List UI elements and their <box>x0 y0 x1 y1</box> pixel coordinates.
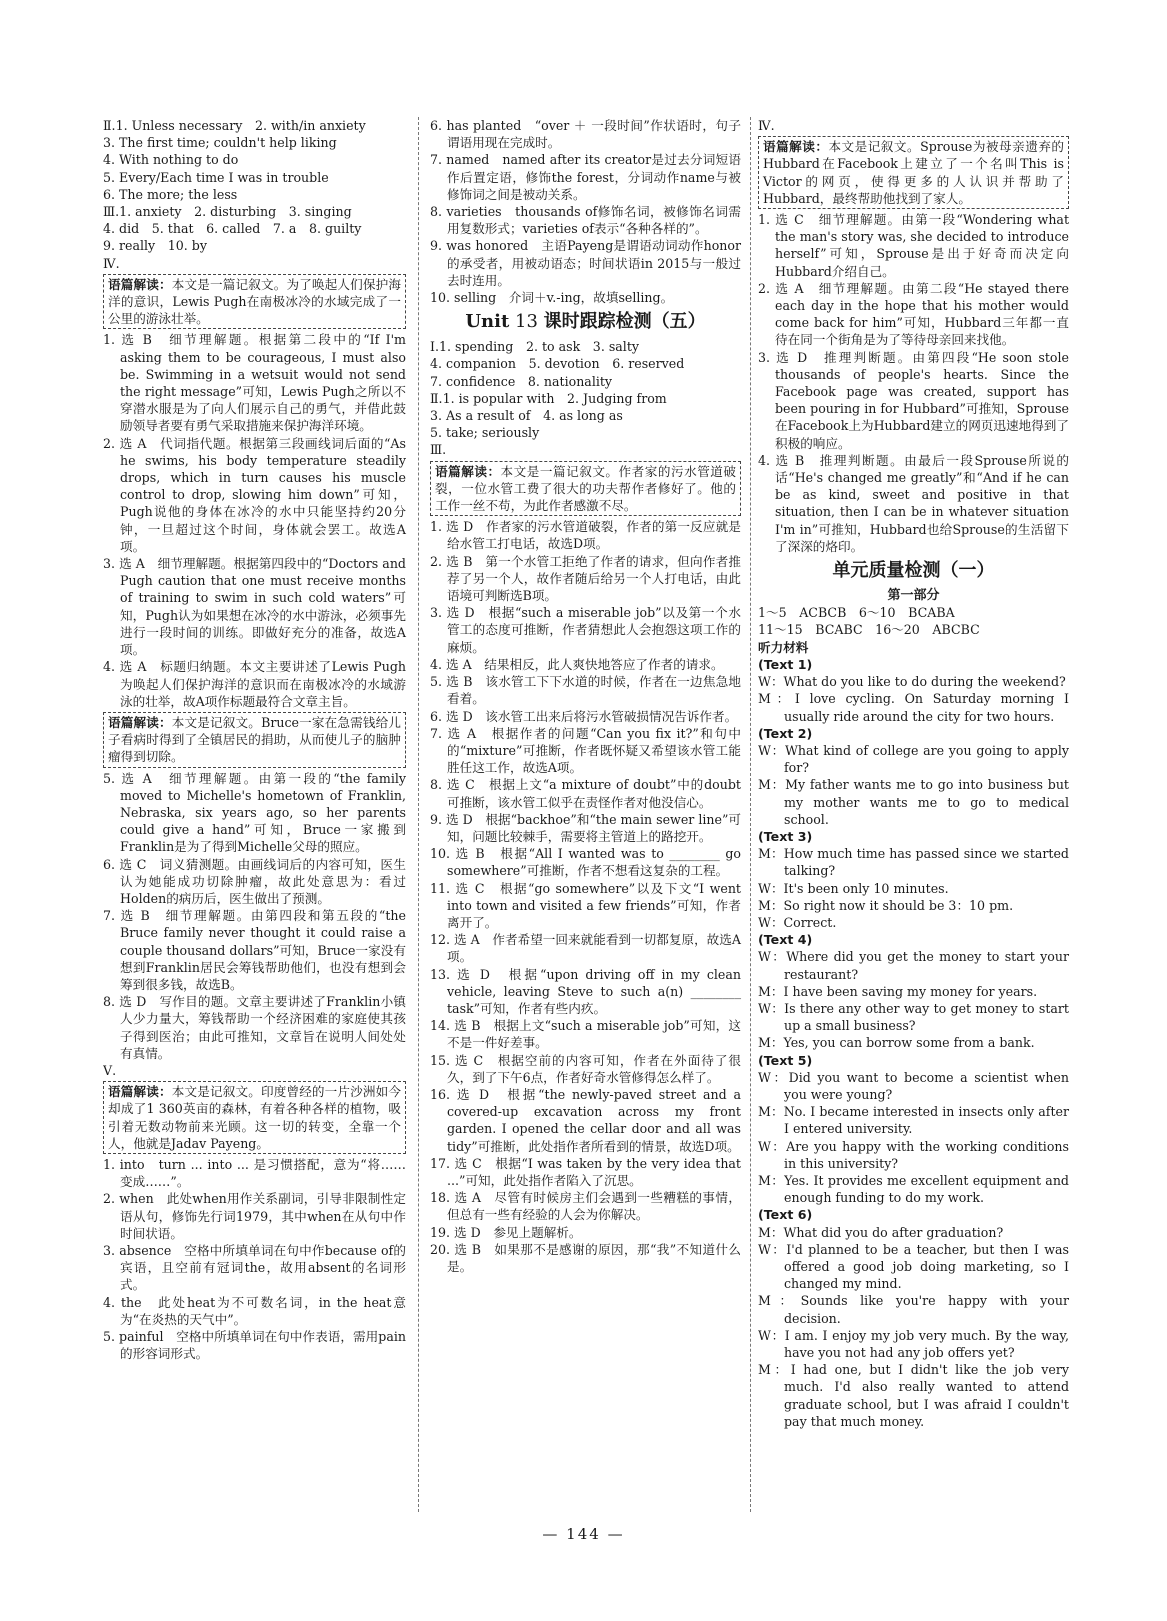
answer-line: 7. confidence 8. nationality <box>430 373 613 389</box>
section-marker-v: Ⅴ. <box>103 1062 117 1078</box>
answers-section-ii <box>103 117 406 203</box>
transcript-label: (Text 3) <box>758 828 813 844</box>
passage-summary-text: 本文是记叙文。Sprouse为被母亲遗弃的Hubbard在Facebook上建立了一个名叫This is Victor的网页，使得更多的人认识并帮助了Hubbard，最终帮助他找到了家人。 <box>763 139 1065 206</box>
answer-item: 2. 选 A 细节理解题。由第二段“He stayed there each day in the hope that his mother would come back for him”可知，Hubbard三年都一直待在同一个街角是为了等待母亲回来找他。 <box>758 280 1069 348</box>
answer-line: 5. Every/Each time I was in trouble <box>103 169 329 185</box>
answer-item: 8. 选 C 根据上文“a mixture of doubt”中的doubt可推断，该水管工似乎在责怪作者对他没信心。 <box>430 777 741 810</box>
dialogue-line: M：I have been saving my money for years. <box>758 983 1038 999</box>
answer-item: 10. selling 介词＋v.-ing，故填selling。 <box>430 290 674 306</box>
dialogue-line: W：Are you happy with the working conditions in this university? <box>758 1138 1069 1171</box>
dialogue-line: M：Yes. It provides me excellent equipment and enough funding to do my work. <box>758 1172 1069 1206</box>
answer-item: 7. 选 A 根据作者的问题“Can you fix it?”和句中的“mixture”可推断，作者既怀疑又希望该水管工能胜任这工作，故选A项。 <box>430 725 741 776</box>
passage-summary-box <box>103 1081 406 1154</box>
unit-title: 课时跟踪检测（五） <box>543 311 706 333</box>
answer-line: 4. did 5. that 6. called 7. a 8. guilty <box>103 221 362 237</box>
answer-line: 3. The first time; couldn't help liking <box>103 135 337 151</box>
passage-summary-box <box>430 461 741 517</box>
answer-line: 9. really 10. by <box>103 238 207 254</box>
answer-line: 3. As a result of 4. as long as <box>430 408 623 424</box>
answer-item: 3. 选 D 推理判断题。由第四段“He soon stole thousands of people's hearts. Since the Facebook page was created, support has been pouring in for Hubbard”可推知，Sprouse在Facebook上为Hubbard建立的网页迅速地得到了积极的响应。 <box>758 349 1069 451</box>
answer-item: 3. 选 D 根据“such a miserable job”以及第一个水管工的态度可推断，作者猜想此人会抱怨这项工作的麻烦。 <box>430 605 741 655</box>
answer-item: 10. 选 B 根据“All I wanted was to ________ go somewhere”可推断，作者不想看这复杂的工程。 <box>430 846 741 879</box>
answer-item: 1. 选 B 细节理解题。根据第二段中的“If I'm asking them to be courageous, I must also be. Swimming in a wetsuit would not send the right message”可知，Lewis Pugh之所以不穿潜水服是为了向人们展示自己的勇气，并借此鼓励领导者要有勇气采取措施来保护海洋环境。 <box>103 332 406 434</box>
answer-line: Ⅱ.1. is popular with 2. Judging from <box>430 390 667 406</box>
answer-item: 2. 选 B 第一个水管工拒绝了作者的请求，但向作者推荐了另一个人，故作者随后给另一个人打电话，由此语境可判断选B项。 <box>430 553 741 604</box>
answer-key-line: 11～15 BCABC 16～20 ABCBC <box>758 622 980 638</box>
dialogue-line: M：My father wants me to go into business but my mother wants me to go to medical school. <box>758 777 1069 827</box>
answer-item: 5. painful 空格中所填单词在句中作表语，需用pain的形容词形式。 <box>103 1329 406 1362</box>
answer-line: Ⅱ.1. Unless necessary 2. with/in anxiety <box>103 118 366 133</box>
answer-line: Ⅲ.1. anxiety 2. disturbing 3. singing <box>103 204 352 220</box>
dialogue-line: W：Correct. <box>758 914 837 930</box>
answer-item: 3. 选 A 细节理解题。根据第四段中的“Doctors and Pugh caution that one must receive months of training to swim in such cold waters”可知，Pugh认为如果想在冰冷的水中游泳，必须事先进行一段时间的训练。即做好充分的准备，故选A项。 <box>103 556 406 658</box>
passage-summary-box <box>103 274 406 330</box>
answer-line: Ⅰ.1. spending 2. to ask 3. salty <box>430 339 639 355</box>
dialogue-line: M：No. I became interested in insects only after I entered university. <box>758 1104 1069 1137</box>
dialogue-line: W：I am. I enjoy my job very much. By the way, have you not had any job offers yet? <box>758 1327 1069 1361</box>
answer-line: 4. With nothing to do <box>103 152 239 168</box>
dialogue-line: M：Yes, you can borrow some from a bank. <box>758 1035 1035 1051</box>
answer-item: 6. has planted “over ＋ 一段时间”作状语时，句子谓语用现在完成时。 <box>430 118 741 151</box>
passage-summary-label: 语篇解读： <box>763 139 829 155</box>
dialogue-line: W：I'd planned to be a teacher, but then I was offered a good job doing marketing, so I changed my mind. <box>758 1241 1069 1292</box>
answer-item: 5. 选 A 细节理解题。由第一段的“the family moved to Michelle's hometown of Franklin, Nebraska, six years ago, so her parents could give a hand”可知，Bruce一家搬到Franklin是为了得到Michelle父母的照应。 <box>103 770 406 855</box>
answer-item: 8. 选 D 写作目的题。文章主要讲述了Franklin小镇人少力量大，筹钱帮助一个经济困难的家庭使其孩子得到医治；由此可推知，文章旨在说明人间处处有真情。 <box>103 994 406 1061</box>
answer-item: 4. 选 B 推理判断题。由最后一段Sprouse所说的话“He's changed me greatly”和“And if he can be as kind, sweet and positive in that situation, then I can be in whatever situation I'm in”可推知，Hubbard也给Sprouse的生活留下了深深的烙印。 <box>758 452 1069 554</box>
column-middle <box>430 117 741 1275</box>
answer-item: 2. when 此处when用作关系副词，引导非限制性定语从句，修饰先行词1979，其中when在从句中作时间状语。 <box>103 1191 406 1241</box>
section-marker-iv: Ⅳ. <box>758 118 775 133</box>
transcript-label: (Text 5) <box>758 1052 813 1068</box>
dialogue-line: W：Where did you get the money to start your restaurant? <box>758 949 1069 982</box>
passage-summary-box <box>103 712 406 768</box>
dialogue-line: W：What do you like to do during the weekend? <box>758 674 1066 690</box>
passage-summary-text: 本文是一篇记叙文。作者家的污水管道破裂，一位水管工费了很大的功夫帮作者修好了。他的工作一丝不苟，为此作者感激不尽。 <box>435 463 736 514</box>
answer-item: 9. 选 D 根据“backhoe”和“the main sewer line”可知，问题比较棘手，需要将主管道上的路挖开。 <box>430 811 741 844</box>
answer-item: 5. 选 B 该水管工下下水道的时候，作者在一边焦急地看着。 <box>430 674 741 707</box>
answer-item: 19. 选 D 参见上题解析。 <box>430 1224 582 1240</box>
answer-item: 14. 选 B 根据上文“such a miserable job”可知，这不是一件好差事。 <box>430 1018 741 1051</box>
answer-item: 9. was honored 主语Payeng是谓语动词动作honor的承受者，用被动语态；时间状语in 2015与一般过去时连用。 <box>430 238 741 288</box>
answer-item: 1. into turn ... into ... 是习惯搭配，意为“将……变成……”。 <box>103 1156 406 1190</box>
answer-item: 11. 选 C 根据“go somewhere”以及下文“I went into town and visited a few friends”可知，作者离开了。 <box>430 880 741 930</box>
transcript-label: (Text 2) <box>758 725 813 741</box>
answer-item: 8. varieties thousands of修饰名词，被修饰名词需用复数形式；varieties of表示“各种各样的”。 <box>430 204 741 237</box>
dialogue-line: M：How much time has passed since we started talking? <box>758 846 1069 879</box>
dialogue-line: M：What did you do after graduation? <box>758 1224 1004 1240</box>
passage-summary-label: 语篇解读： <box>108 276 172 292</box>
section-marker-iv: Ⅳ. <box>103 255 120 271</box>
answer-line: 4. companion 5. devotion 6. reserved <box>430 356 685 372</box>
transcript-label: (Text 1) <box>758 656 813 672</box>
answer-item: 6. 选 C 词义猜测题。由画线词后的内容可知，医生认为她能成功切除肿瘤，故此处意思为：看过Holden的病历后，医生做出了预测。 <box>103 856 406 906</box>
passage-summary-label: 语篇解读： <box>108 1084 172 1100</box>
answers-section-iii <box>103 203 406 255</box>
column-right <box>758 117 1069 1430</box>
answer-item: 16. 选 D 根据“the newly-paved street and a covered-up excavation across my front garden. I opened the cellar door and all was tidy”可推断，此处指作者所看到的情景，故选D项。 <box>430 1086 741 1154</box>
section-marker-iii: Ⅲ. <box>430 442 447 458</box>
answer-item: 3. absence 空格中所填单词在句中作because of的宾语，且空前有冠词the，故用absent的名词形式。 <box>103 1243 406 1293</box>
dialogue-line: M：I had one, but I didn't like the job very much. I'd also really wanted to attend graduate school, but I was afraid I couldn't pay that much money. <box>758 1362 1069 1429</box>
answer-item: 2. 选 A 代词指代题。根据第三段画线词后面的“As he swims, his body temperature steadily drops, which in turn causes his muscle control to drop, slowing him down”可知，Pugh说他的身体在冰冷的水中只能坚持约20分钟，一旦超过这个时间，身体就会罢工。故选A项。 <box>103 435 406 554</box>
passage-summary-text: 本文是一篇记叙文。为了唤起人们保护海洋的意识，Lewis Pugh在南极冰冷的水域完成了一公里的游泳壮举。 <box>108 276 402 327</box>
passage-summary-label: 语篇解读： <box>108 714 172 730</box>
answer-item: 15. 选 C 根据空前的内容可知，作者在外面待了很久，到了下午6点，作者好奇水管修得怎么样了。 <box>430 1052 741 1085</box>
unit-number: 13 <box>515 311 538 333</box>
passage-summary-label: 语篇解读： <box>435 463 501 479</box>
listening-transcripts <box>758 656 1069 1430</box>
dialogue-line: M：Sounds like you're happy with your decision. <box>758 1293 1069 1326</box>
passage-summary-text: 本文是记叙文。印度曾经的一片沙洲如今却成了1 360英亩的森林，有着各种各样的植物，吸引着无数动物前来光顾。这一切的转变，全靠一个人，他就是Jadav Payeng。 <box>108 1084 402 1151</box>
passage-summary-box <box>758 136 1069 209</box>
transcript-label: (Text 6) <box>758 1207 813 1223</box>
answer-key-line: 1～5 ACBCB 6～10 BCABA <box>758 605 955 621</box>
column-left <box>103 117 406 1362</box>
dialogue-line: M：I love cycling. On Saturday morning I usually ride around the city for two hours. <box>758 691 1069 724</box>
passage-summary-text: 本文是记叙文。Bruce一家在急需钱给儿子看病时得到了全镇居民的捐助，从而使儿子的脑肿瘤得到切除。 <box>108 714 401 765</box>
answer-item: 4. the 此处heat为不可数名词，in the heat意为“在炎热的天气中”。 <box>103 1294 406 1327</box>
answer-item: 1. 选 D 作者家的污水管道破裂，作者的第一反应就是给水管工打电话，故选D项。 <box>430 519 741 552</box>
dialogue-line: M：So right now it should be 3：10 pm. <box>758 897 1014 913</box>
answer-item: 4. 选 A 结果相反，此人爽快地答应了作者的请求。 <box>430 656 724 672</box>
answer-item: 18. 选 A 尽管有时候房主们会遇到一些糟糕的事情，但总有一些有经验的人会为你解决。 <box>430 1190 741 1223</box>
column-divider-1 <box>418 117 419 1512</box>
answer-item: 17. 选 C 根据“I was taken by the very idea that ...”可知，此处指作者陷入了沉思。 <box>430 1155 741 1188</box>
answer-item: 12. 选 A 作者希望一回来就能看到一切都复原，故选A项。 <box>430 932 741 965</box>
answer-line: 6. The more; the less <box>103 186 238 202</box>
answer-item: 1. 选 C 细节理解题。由第一段“Wondering what the man's story was, she decided to introduce herself”可知，Sprouse是出于好奇而决定向Hubbard介绍自己。 <box>758 212 1069 279</box>
answer-item: 20. 选 B 如果那不是感谢的原因，那“我”不知道什么是。 <box>430 1241 741 1274</box>
part-heading: 第一部分 <box>887 588 940 604</box>
answer-item: 7. named named after its creator是过去分词短语作后置定语，修饰the forest，分词动作name与被修饰词之间是被动关系。 <box>430 152 741 202</box>
unit-label: Unit <box>465 311 510 333</box>
section-title: 单元质量检测（一） <box>832 560 995 582</box>
dialogue-line: W：What kind of college are you going to apply for? <box>758 742 1069 776</box>
listening-label: 听力材料 <box>758 639 809 655</box>
dialogue-line: W：It's been only 10 minutes. <box>758 880 949 896</box>
column-divider-2 <box>750 117 751 1512</box>
answer-item: 13. 选 D 根据“upon driving off in my clean vehicle, leaving Steve to such a(n) ________ task”可知，作者有些内疚。 <box>430 966 741 1016</box>
page-number: — 144 — <box>542 1525 625 1543</box>
answer-line: 5. take; seriously <box>430 425 540 441</box>
answer-item: 4. 选 A 标题归纳题。本文主要讲述了Lewis Pugh为唤起人们保护海洋的意识而在南极冰冷的水域游泳的壮举，故A项作标题最符合文章主旨。 <box>103 659 406 709</box>
answer-item: 6. 选 D 该水管工出来后将污水管破损情况告诉作者。 <box>430 708 738 724</box>
answer-item: 7. 选 B 细节理解题。由第四段和第五段的“the Bruce family never thought it could raise a couple thousand dollars”可知，Bruce一家没有想到Franklin居民会筹钱帮助他们，也没有想到会筹到很多钱，故选B。 <box>103 908 406 992</box>
dialogue-line: W：Did you want to become a scientist when you were young? <box>758 1069 1069 1102</box>
unit-heading <box>430 309 741 335</box>
transcript-label: (Text 4) <box>758 932 813 948</box>
dialogue-line: W：Is there any other way to get money to start up a small business? <box>758 1000 1069 1034</box>
